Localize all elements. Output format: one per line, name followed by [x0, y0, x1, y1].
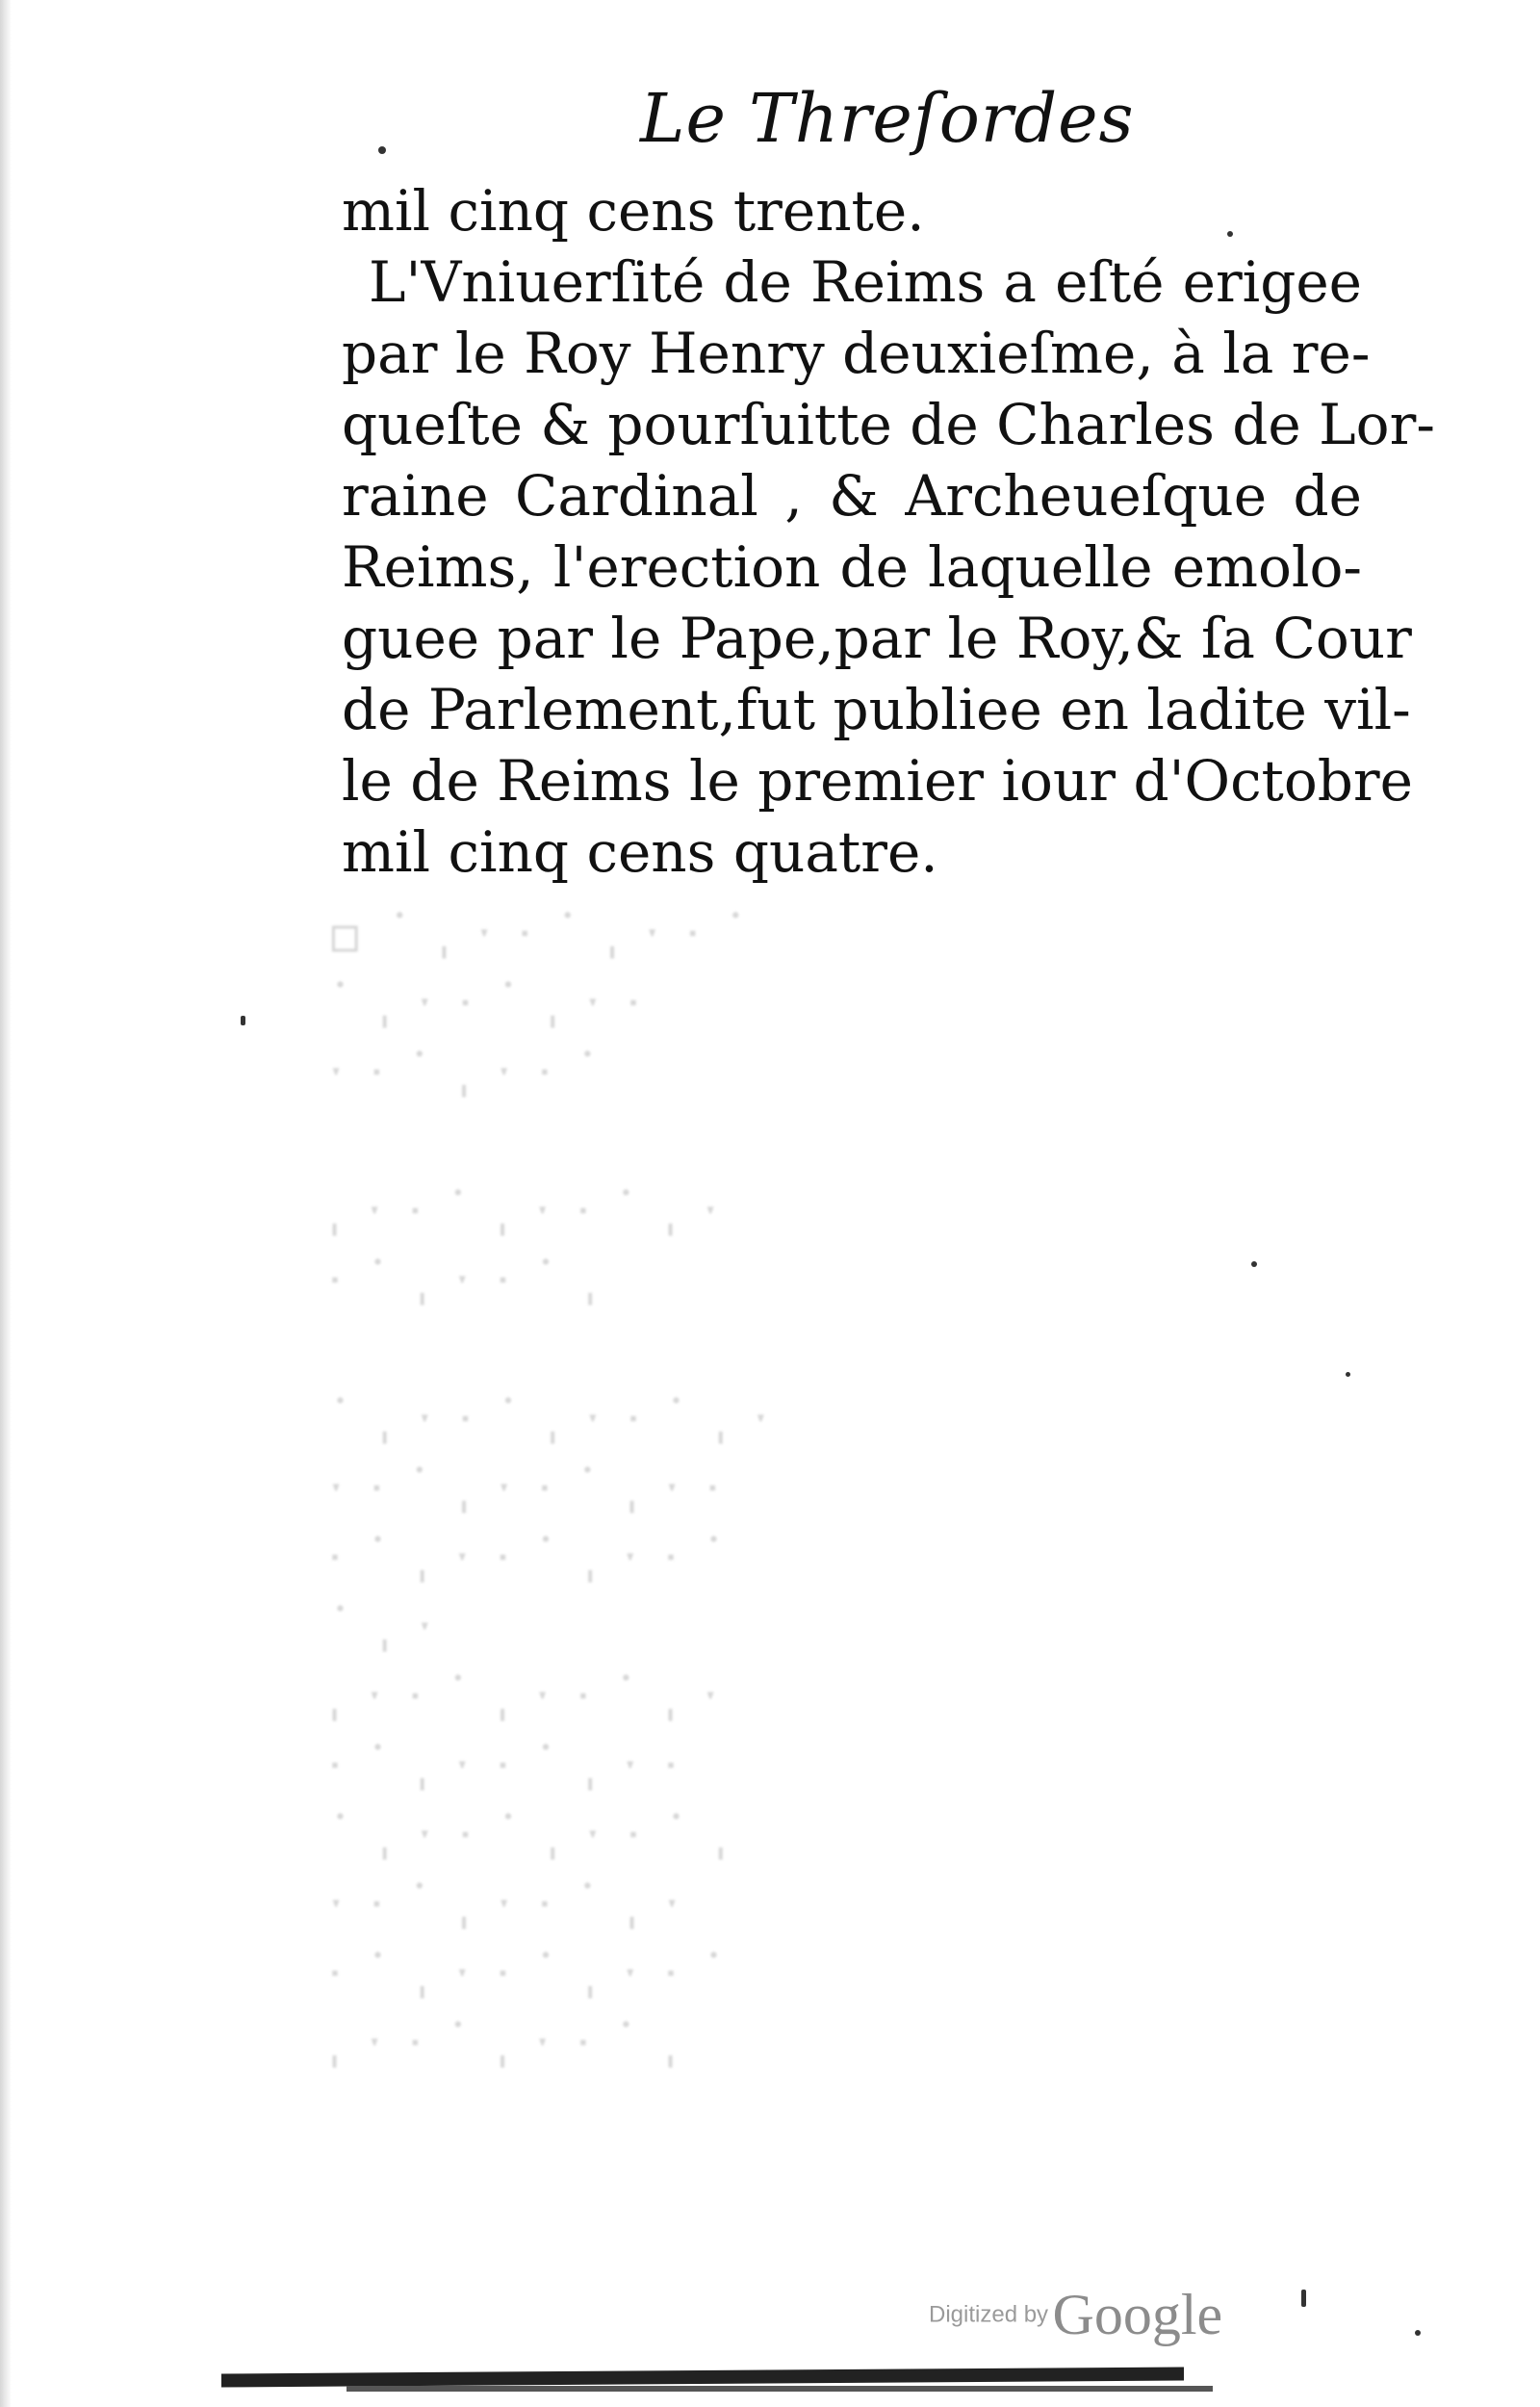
text-line: raine Cardinal , & Archeueſque de: [342, 463, 1362, 529]
ink-speck: [241, 1016, 245, 1025]
bleed-through-line: ▫ ˙ ˌ ˑ ᐧ ˙ ˌ ˑ ᐧ ˙: [327, 904, 753, 965]
bleed-through-line: ˌ ˑ ᐧ ˙ ˌ ˑ ᐧ ˙ ˌ ˑ: [327, 1667, 724, 1727]
bleed-through-line: ᐧ ˙ ˌ ˑ ᐧ ˙ ˌ ˑ ᐧ: [327, 1736, 680, 1797]
text-line: queſte & pourſuitte de Charles de Lor-: [342, 392, 1435, 457]
ink-speck: [1301, 2290, 1306, 2307]
bleed-through-line: ˑ ᐧ ˙ ˌ ˑ ᐧ ˙ ˌ ˑ ᐧ: [327, 1459, 723, 1519]
bleed-through-line: [327, 1108, 1376, 1178]
text-line: Reims, l'erection de laquelle emolo-: [342, 534, 1362, 600]
digitization-watermark: [929, 2282, 1222, 2348]
bleed-through-line: ˙ ˌ ˑ ᐧ ˙ ˌ ˑ ᐧ ˙ ˌ ˑ: [327, 1389, 774, 1450]
watermark-brand: Google: [1052, 2283, 1223, 2346]
page-gutter-shadow: [0, 0, 12, 2407]
text-line: de Parlement,fut publiee en ladite vil-: [342, 677, 1411, 742]
main-text-block: [342, 175, 1435, 888]
bleed-through-line: ˌ ˑ ᐧ ˙ ˌ ˑ ᐧ ˙ ˌ ˑ: [327, 1181, 724, 1242]
bleed-through-texture: [327, 900, 1376, 2079]
text-line: le de Reims le premier iour d'Octobre: [342, 748, 1413, 814]
running-head: Le Threſordes: [640, 79, 1135, 158]
bleed-through-line: ᐧ ˙ ˌ ˑ ᐧ ˙ ˌ ˑ ᐧ ˙: [327, 1944, 732, 2005]
bleed-through-line: ˙ ˌ ˑ ᐧ ˙ ˌ ˑ ᐧ ˙ ˌ: [327, 1805, 732, 1866]
ink-speck: [1415, 2330, 1421, 2336]
bleed-through-line: ˑ ᐧ ˙ ˌ ˑ ᐧ ˙ ˌ ˑ: [327, 1875, 685, 1935]
bottom-edge-smudge: [221, 2368, 1184, 2388]
text-line: mil cinq cens trente.: [342, 178, 925, 244]
ink-speck: [1346, 1372, 1350, 1377]
bleed-through-line: ˑ ᐧ ˙ ˌ ˑ ᐧ ˙: [327, 1043, 604, 1103]
bleed-through-line: ˙ ˌ ˑ: [327, 1597, 438, 1658]
bleed-through-line: ᐧ ˙ ˌ ˑ ᐧ ˙ ˌ ˑ ᐧ ˙: [327, 1528, 732, 1589]
bottom-edge-smudge: [346, 2386, 1213, 2392]
text-line: L'Vniuerſité de Reims a eſté erigee: [369, 249, 1362, 315]
ink-speck: [378, 146, 386, 154]
watermark-prefix: Digitized by: [929, 2301, 1049, 2328]
text-line: guee par le Pape,par le Roy,& ſa Cour: [342, 606, 1412, 671]
ink-speck: [1227, 231, 1233, 237]
text-line: mil cinq cens quatre.: [342, 819, 938, 885]
bleed-through-line: ᐧ ˙ ˌ ˑ ᐧ ˙ ˌ: [327, 1251, 602, 1311]
bleed-through-line: ˙ ˌ ˑ ᐧ ˙ ˌ ˑ ᐧ: [327, 973, 643, 1034]
text-line: par le Roy Henry deuxieſme, à la re-: [342, 321, 1371, 386]
ink-speck: [1251, 1261, 1257, 1267]
bleed-through-line: [327, 1316, 1376, 1385]
bleed-through-line: ˌ ˑ ᐧ ˙ ˌ ˑ ᐧ ˙ ˌ: [327, 2013, 681, 2074]
